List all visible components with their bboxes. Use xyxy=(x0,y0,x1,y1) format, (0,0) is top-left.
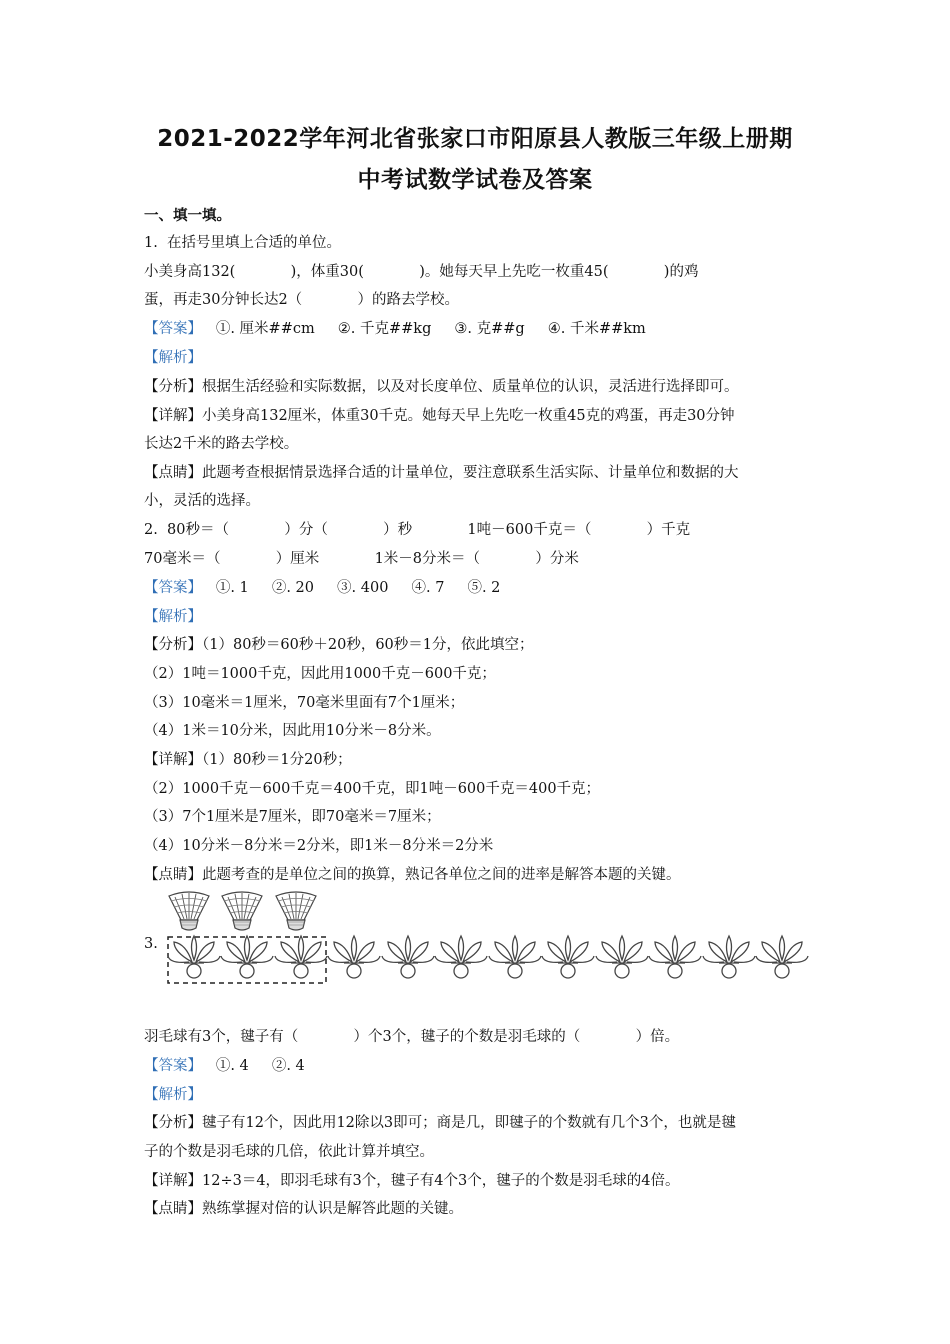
jianzi-icon xyxy=(542,936,594,978)
q1-xiangjie-1: 【详解】小美身高132厘米，体重30千克。她每天早上先吃一枚重45克的鸡蛋，再走30分钟 xyxy=(144,408,735,424)
q1-analysis-tag: 【解析】 xyxy=(144,350,202,366)
q3-dianjing: 【点睛】熟练掌握对倍的认识是解答此题的关键。 xyxy=(144,1201,463,1217)
q2-stem-1: 2. 80秒＝（ ）分（ ）秒 1吨－600千克＝（ ）千克 xyxy=(144,522,691,538)
jianzi-row xyxy=(168,936,808,978)
q2-answer: ①. 1 ②. 20 ③. 400 ④. 7 ⑤. 2 xyxy=(202,580,501,596)
shuttlecock-group xyxy=(169,892,316,930)
q2-xiangjie-3: （3）7个1厘米是7厘米，即70毫米＝7厘米； xyxy=(144,809,441,825)
q3-figure xyxy=(144,888,824,998)
q2-analysis-tag: 【解析】 xyxy=(144,609,202,625)
q2-fenxi-1: 【分析】（1）80秒＝60秒＋20秒，60秒＝1分，依此填空； xyxy=(144,637,534,653)
jianzi-icon xyxy=(596,936,648,978)
jianzi-icon xyxy=(489,936,541,978)
q1-stem: 1. 在括号里填上合适的单位。 xyxy=(144,235,342,251)
q3-fenxi-2: 子的个数是羽毛球的几倍，依此计算并填空。 xyxy=(144,1144,434,1160)
q1-dianjing-2: 小，灵活的选择。 xyxy=(144,493,260,509)
q2-fenxi-3: （3）10毫米＝1厘米，70毫米里面有7个1厘米； xyxy=(144,695,465,711)
q3-number: 3. xyxy=(144,936,158,952)
jianzi-icon xyxy=(435,936,487,978)
q3-fenxi-1: 【分析】毽子有12个，因此用12除以3即可；商是几，即毽子的个数就有几个3个，也就是毽 xyxy=(144,1115,736,1131)
q2-xiangjie-2: （2）1000千克－600千克＝400千克，即1吨－600千克＝400千克； xyxy=(144,781,601,797)
q3-answer-row xyxy=(144,1056,305,1076)
jianzi-icon xyxy=(221,936,273,978)
jianzi-icon xyxy=(382,936,434,978)
q3-stem: 羽毛球有3个，毽子有（ ）个3个，毽子的个数是羽毛球的（ ）倍。 xyxy=(144,1029,680,1045)
q2-xiangjie-1: 【详解】（1）80秒＝1分20秒； xyxy=(144,752,352,768)
q3-analysis-tag: 【解析】 xyxy=(144,1087,202,1103)
shuttlecock-icon xyxy=(276,892,316,930)
q2-fenxi-4: （4）1米＝10分米，因此用10分米－8分米。 xyxy=(144,723,441,739)
shuttlecock-icon xyxy=(222,892,262,930)
page-title-line-2: 中考试数学试卷及答案 xyxy=(357,167,593,193)
q2-xiangjie-4: （4）10分米－8分米＝2分米，即1米－8分米＝2分米 xyxy=(144,838,494,854)
q1-answer-row xyxy=(144,319,646,339)
q2-answer-row xyxy=(144,578,500,598)
q3-answer-tag: 【答案】 xyxy=(144,1058,202,1074)
q3-answer: ①. 4 ②. 4 xyxy=(202,1058,305,1074)
q1-answer-tag: 【答案】 xyxy=(144,321,202,337)
q1-xiangjie-2: 长达2千米的路去学校。 xyxy=(144,436,299,452)
section-heading: 一、填一填。 xyxy=(144,208,231,224)
q1-text-2: 蛋，再走30分钟长达2（ ）的路去学校。 xyxy=(144,292,459,308)
q1-answer: ①. 厘米##cm ②. 千克##kg ③. 克##g ④. 千米##km xyxy=(202,321,646,337)
page-title-line-1: 2021-2022学年河北省张家口市阳原县人教版三年级上册期 xyxy=(157,126,793,152)
q1-dianjing-1: 【点睛】此题考查根据情景选择合适的计量单位，要注意联系生活实际、计量单位和数据的大 xyxy=(144,465,739,481)
q1-text-1: 小美身高132( )，体重30( )。她每天早上先吃一枚重45( )的鸡 xyxy=(144,264,699,280)
q2-dianjing: 【点睛】此题考查的是单位之间的换算，熟记各单位之间的进率是解答本题的关键。 xyxy=(144,867,681,883)
jianzi-icon xyxy=(328,936,380,978)
q1-fenxi: 【分析】根据生活经验和实际数据，以及对长度单位、质量单位的认识，灵活进行选择即可。 xyxy=(144,379,739,395)
jianzi-icon xyxy=(756,936,808,978)
shuttlecock-icon xyxy=(169,892,209,930)
q3-xiangjie: 【详解】12÷3＝4，即羽毛球有3个，毽子有4个3个，毽子的个数是羽毛球的4倍。 xyxy=(144,1173,680,1189)
jianzi-icon xyxy=(703,936,755,978)
jianzi-icon xyxy=(649,936,701,978)
jianzi-icon xyxy=(168,936,220,978)
q2-answer-tag: 【答案】 xyxy=(144,580,202,596)
q2-fenxi-2: （2）1吨＝1000千克，因此用1000千克－600千克； xyxy=(144,666,496,682)
jianzi-icon xyxy=(275,936,327,978)
q2-stem-2: 70毫米＝（ ）厘米 1米－8分米＝（ ）分米 xyxy=(144,551,579,567)
